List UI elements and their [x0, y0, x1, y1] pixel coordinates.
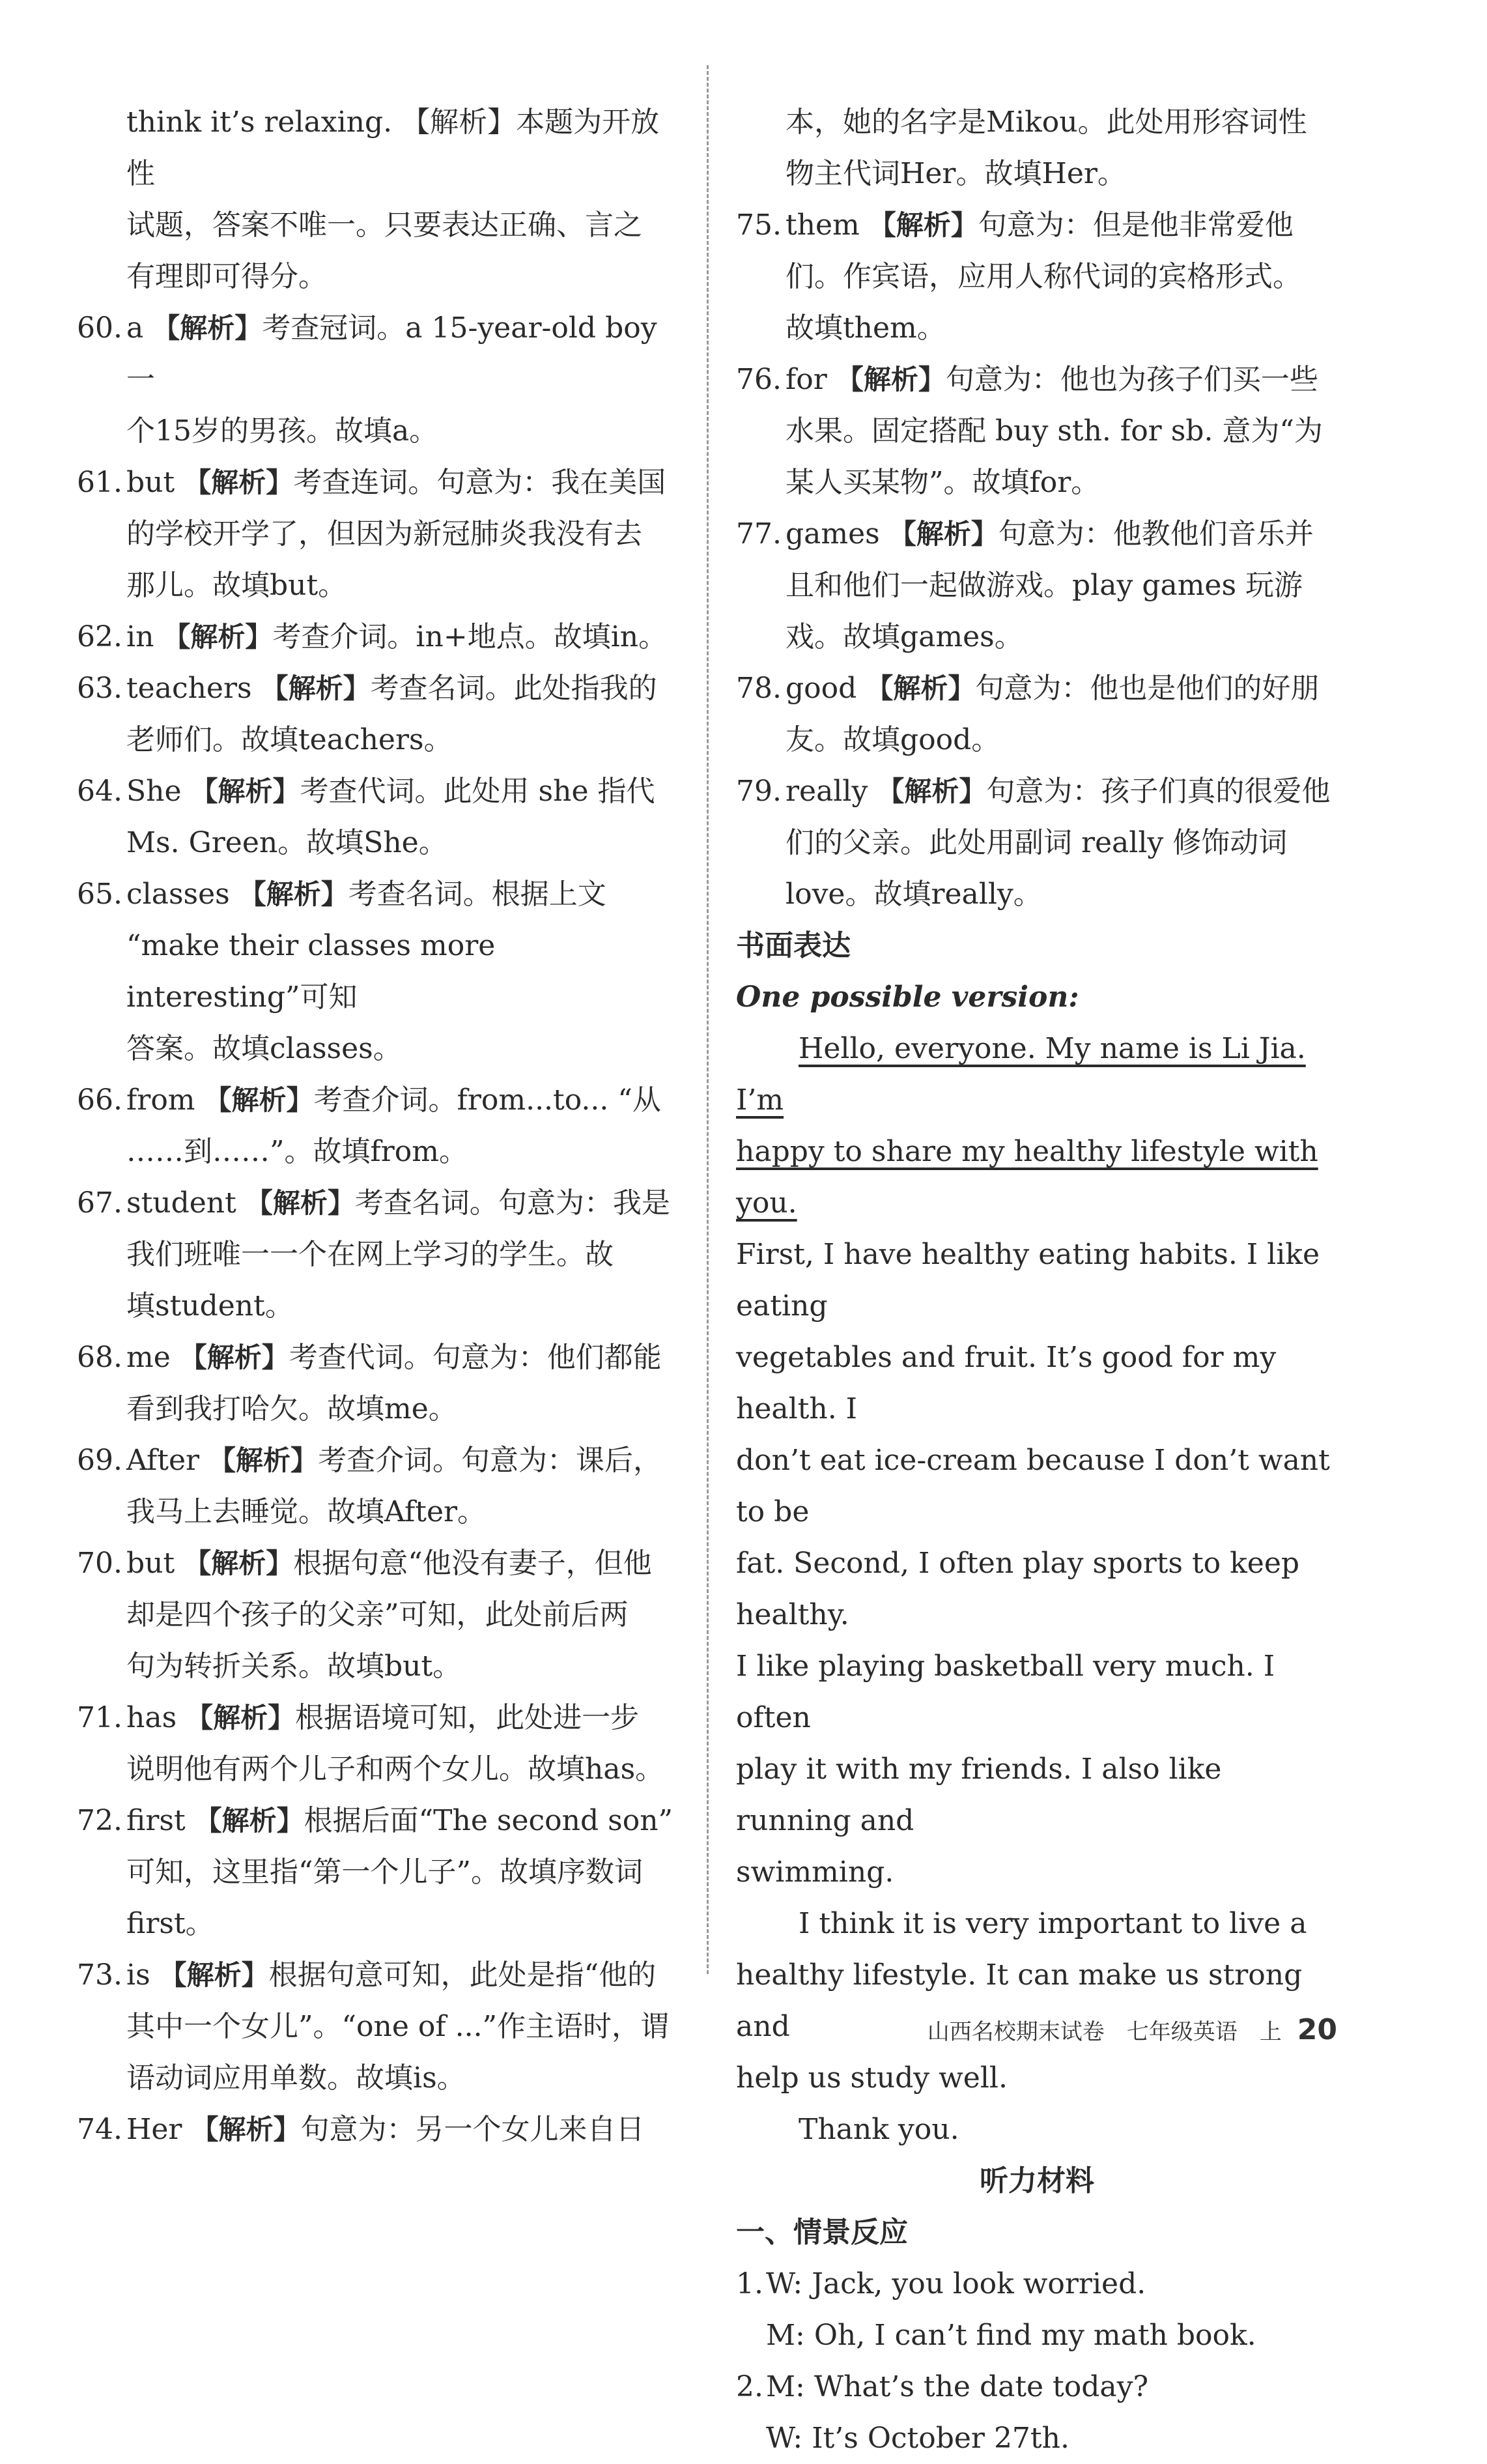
- answer-word: a: [126, 311, 144, 345]
- explanation-text: 根据后面“The second son”: [304, 1804, 673, 1837]
- analysis-tag: 【解析】: [836, 364, 946, 395]
- explanation-line: 其中一个女儿”。“one of ...”作主语时，谓: [126, 2010, 670, 2043]
- answer-word: them: [786, 208, 860, 242]
- analysis-tag: 【解析】: [163, 621, 273, 653]
- analysis-tag: 【解析】: [184, 1547, 294, 1579]
- item-number: 67.: [77, 1186, 122, 1220]
- explanation-text: 考查连词。句意为：我在美国: [293, 466, 666, 499]
- explanation-text: 句意为：他教他们音乐并: [998, 517, 1314, 551]
- answer-word: from: [126, 1083, 195, 1117]
- right-answer-list: [736, 199, 1338, 920]
- item-number: 69.: [77, 1444, 122, 1477]
- answer-word: games: [786, 517, 880, 551]
- answer-item: [77, 1435, 683, 1538]
- analysis-tag: 【解析】: [190, 775, 300, 807]
- answer-item: [736, 354, 1338, 508]
- explanation-text: 句意为：另一个女儿来自日: [300, 2113, 645, 2146]
- item-number: 70.: [77, 1547, 122, 1580]
- answer-word: Her: [126, 2113, 182, 2146]
- answer-word: first: [126, 1804, 186, 1837]
- left-answer-list: [77, 302, 683, 2155]
- answer-item: [736, 766, 1338, 920]
- page-footer: [928, 2013, 1337, 2046]
- answer-word: but: [126, 1547, 175, 1580]
- column-divider: [707, 65, 709, 1974]
- item-number: 76.: [736, 363, 782, 396]
- analysis-tag: 【解析】: [877, 775, 987, 807]
- left-column: [77, 96, 683, 2155]
- analysis-tag: 【解析】: [238, 878, 348, 910]
- explanation-line: first。: [126, 1907, 214, 1940]
- explanation-line: 友。故填good。: [786, 723, 1000, 756]
- explanation-text: 根据句意可知，此处是指“他的: [268, 1958, 657, 1992]
- dialog: 2. M: What’s the date today? W: It’s October 27th.: [736, 2370, 1149, 2455]
- answer-word: She: [126, 775, 182, 808]
- explanation-text: 句意为：他也是他们的好朋: [975, 672, 1320, 705]
- item-number: 61.: [77, 466, 122, 499]
- explanation-line: 某人买某物”。故填for。: [786, 466, 1100, 499]
- explanation-text: 考查名词。句意为：我是: [354, 1186, 670, 1220]
- explanation-text: 考查冠词。a 15-year-old boy 一: [126, 311, 657, 396]
- explanation-line: 我马上去睡觉。故填After。: [126, 1495, 487, 1528]
- explanation-line: 填student。: [126, 1289, 294, 1323]
- answer-word: good: [786, 672, 857, 705]
- item-number: 74.: [77, 2113, 122, 2146]
- explanation-line: 语动词应用单数。故填is。: [126, 2061, 466, 2095]
- explanation-line: 说明他有两个儿子和两个女儿。故填has。: [126, 1753, 664, 1786]
- underlined-line: happy to share my healthy lifestyle with you.: [736, 1135, 1318, 1220]
- answer-word: student: [126, 1186, 236, 1220]
- analysis-tag: 【解析】: [888, 518, 998, 550]
- explanation-text: 考查代词。此处用 she 指代: [300, 775, 655, 808]
- answer-item: [77, 611, 683, 663]
- answer-word: me: [126, 1341, 171, 1374]
- answer-item: [736, 508, 1338, 663]
- item-number: 78.: [736, 672, 782, 705]
- writing-section: [736, 920, 1338, 2155]
- answer-item: [77, 1795, 683, 1949]
- book-title: 山西名校期末试卷: [927, 2019, 1105, 2045]
- answer-item: [77, 302, 683, 457]
- answer-word: is: [126, 1958, 150, 1992]
- explanation-line: 句为转折关系。故填but。: [126, 1650, 462, 1683]
- explanation-line: 的学校开学了，但因为新冠肺炎我没有去: [126, 517, 642, 551]
- answer-item: [77, 1538, 683, 1692]
- listening-title: 听力材料: [980, 2164, 1094, 2198]
- explanation-text: 句意为：但是他非常爱他: [978, 208, 1294, 242]
- answer-item: [77, 1692, 683, 1795]
- item-number: 77.: [736, 517, 782, 551]
- explanation-text: 考查介词。from...to... “从: [313, 1083, 661, 1117]
- explanation-line: 老师们。故填teachers。: [126, 723, 453, 756]
- closing-line: Thank you.: [799, 2113, 959, 2146]
- explanation-line: 可知，这里指“第一个儿子”。故填序数词: [126, 1855, 643, 1889]
- explanation-text: 根据句意“他没有妻子，但他: [293, 1547, 652, 1580]
- answer-item: [77, 868, 683, 1074]
- item-number: 63.: [77, 672, 122, 705]
- answer-word: in: [126, 620, 154, 653]
- explanation-text: 考查名词。根据上文: [348, 878, 606, 911]
- explanation-line: 戏。故填games。: [786, 620, 1023, 653]
- answer-word: After: [126, 1444, 200, 1477]
- answer-item: [77, 663, 683, 766]
- version-label: One possible version:: [736, 981, 1079, 1014]
- answer-word: but: [126, 466, 175, 499]
- answer-item: [77, 457, 683, 611]
- writing-heading: 书面表达: [736, 929, 851, 962]
- explanation-line: Ms. Green。故填She。: [126, 826, 447, 859]
- explanation-line: 却是四个孩子的父亲”可知，此处前后两: [126, 1598, 629, 1631]
- item-number: 64.: [77, 775, 122, 808]
- writing-paragraph-1: First, I have healthy eating habits. I like eating vegetables and fruit. It’s good for my health. I don’t eat ice-cream because I don’t want to be fat. Second, I often play sports to keep healthy. I like playing basketball very much. I often play it with my friends. I also like running and swimming.: [736, 1238, 1330, 1889]
- item-number: 62.: [77, 620, 122, 653]
- analysis-tag: 【解析】: [191, 2113, 301, 2145]
- page-number: 20: [1297, 2013, 1337, 2046]
- answer-item: [77, 2104, 683, 2155]
- item-number: 65.: [77, 878, 122, 911]
- explanation-line: 水果。固定搭配 buy sth. for sb. 意为“为: [786, 414, 1323, 448]
- item-number: 68.: [77, 1341, 122, 1374]
- analysis-tag: 【解析】: [866, 672, 976, 704]
- item-number: 71.: [77, 1701, 122, 1734]
- explanation-line: 故填them。: [786, 311, 946, 345]
- grade-subject: 七年级英语: [1126, 2019, 1238, 2045]
- analysis-tag: 【解析】: [159, 1959, 269, 1991]
- listening-section-heading: 一、情景反应: [736, 2216, 908, 2249]
- item-number: 60.: [77, 311, 122, 345]
- answer-item: [77, 1332, 683, 1435]
- analysis-tag: 【解析】: [868, 209, 978, 241]
- item-number: 72.: [77, 1804, 122, 1837]
- explanation-line: 个15岁的男孩。故填a。: [126, 414, 438, 448]
- intro-text: think it’s relaxing. 【解析】本题为开放性 试题，答案不唯一。只要表达正确、言之 有理即可得分。: [126, 106, 660, 293]
- answer-item: [736, 199, 1338, 354]
- explanation-line: 且和他们一起做游戏。play games 玩游: [786, 569, 1303, 602]
- analysis-tag: 【解析】: [179, 1341, 289, 1373]
- analysis-tag: 【解析】: [208, 1444, 319, 1476]
- answer-item: [77, 1177, 683, 1332]
- analysis-tag: 【解析】: [184, 466, 294, 498]
- explanation-line: love。故填really。: [786, 878, 1042, 911]
- explanation-text: 句意为：他也为孩子们买一些: [945, 363, 1318, 396]
- answer-word: teachers: [126, 672, 252, 705]
- explanation-line: 答案。故填classes。: [126, 1032, 402, 1065]
- analysis-tag: 【解析】: [194, 1805, 304, 1837]
- answer-word: for: [786, 363, 827, 396]
- explanation-text: 根据语境可知，此处进一步: [295, 1701, 640, 1734]
- explanation-text: 考查介词。句意为：课后，: [318, 1444, 662, 1477]
- explanation-line: 我们班唯一一个在网上学习的学生。故: [126, 1238, 614, 1271]
- analysis-tag: 【解析】: [186, 1702, 296, 1734]
- answer-item: [736, 663, 1338, 766]
- analysis-tag: 【解析】: [261, 672, 371, 704]
- right-column: [736, 96, 1338, 2464]
- explanation-line: 看到我打哈欠。故填me。: [126, 1392, 457, 1425]
- explanation-text: 考查介词。in+地点。故填in。: [272, 620, 668, 653]
- analysis-tag: 【解析】: [152, 312, 262, 344]
- explanation-line: 们的父亲。此处用副词 really 修饰动词: [786, 826, 1288, 859]
- answer-word: has: [126, 1701, 177, 1734]
- explanation-text: 考查名词。此处指我的: [370, 672, 657, 705]
- answer-item: [77, 766, 683, 868]
- volume-label: 上: [1259, 2019, 1282, 2045]
- explanation-line: ……到……”。故填from。: [126, 1135, 468, 1168]
- explanation-line: 那儿。故填but。: [126, 569, 347, 602]
- listening-section: [736, 2155, 1338, 2464]
- analysis-tag: 【解析】: [245, 1187, 355, 1219]
- item-number: 75.: [736, 208, 782, 242]
- answer-item: [77, 1949, 683, 2104]
- explanation-line: “make their classes more interesting”可知: [126, 929, 496, 1014]
- explanation-text: 句意为：孩子们真的很爱他: [986, 775, 1331, 808]
- item-number: 66.: [77, 1083, 122, 1117]
- explanation-text: 考查代词。句意为：他们都能: [289, 1341, 662, 1374]
- item-number: 79.: [736, 775, 782, 808]
- item-number: 73.: [77, 1958, 122, 1992]
- analysis-tag: 【解析】: [204, 1084, 314, 1116]
- writing-paragraph-2: I think it is very important to live a healthy lifestyle. It can make us strong and help us study well.: [736, 1907, 1307, 2095]
- carry-over-text: 本，她的名字是Mikou。此处用形容词性 物主代词Her。故填Her。: [786, 106, 1307, 190]
- answer-word: really: [786, 775, 868, 808]
- underlined-line: Hello, everyone. My name is Li Jia. I’m: [736, 1032, 1306, 1117]
- answer-word: classes: [126, 878, 230, 911]
- dialog: 1. W: Jack, you look worried. M: Oh, I can’t find my math book.: [736, 2267, 1256, 2352]
- answer-item: [77, 1074, 683, 1177]
- explanation-line: 们。作宾语，应用人称代词的宾格形式。: [786, 260, 1301, 293]
